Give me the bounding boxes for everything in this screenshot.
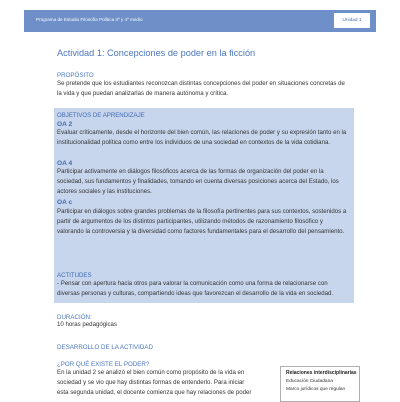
program-title: Programa de Estudio Filosofía Política 3º y 4º medio xyxy=(36,17,143,22)
objectives-label: OBJETIVOS DE APRENDIZAJE xyxy=(57,112,145,119)
purpose-label: PROPÓSITO xyxy=(57,72,94,79)
duration-label: DURACIÓN: xyxy=(57,314,92,321)
question-line: esta segunda unidad, el docente comienza que hay relaciones de poder xyxy=(57,389,252,396)
attitudes-label: ACTITUDES xyxy=(57,272,92,279)
oa-code: OA c xyxy=(57,199,73,206)
oa-text: Participar activamente en diálogos filosóficos acerca de las formas de organización del poder en la sociedad, sus fundamentos y finalidades, tomando en cuenta diversas posiciones acerca del Estado, los actores sociales y las instituciones. xyxy=(57,168,339,196)
question-heading: ¿POR QUÉ EXISTE EL PODER? xyxy=(57,361,150,368)
oa-text: Participar en diálogos sobre grandes problemas de la filosofía pertinentes para sus contextos, sostenidos a partir de argumentos de los distintos participantes, utilizando métodos de razonamiento filosófico y valorando la controversia y la diversidad como factores fundamentales para el desarrollo del pensamiento. xyxy=(57,208,347,236)
header-bar xyxy=(24,10,376,32)
oa-text: Evaluar críticamente, desde el horizonte del bien común, las relaciones de poder y su expresión tanto en la institucionalidad política como entre los individuos de una sociedad en contextos de la vida cotidiana. xyxy=(57,129,347,147)
development-label: DESARROLLO DE LA ACTIVIDAD xyxy=(57,344,153,351)
activity-title: Actividad 1: Concepciones de poder en la ficción xyxy=(57,48,256,58)
unit-badge: Unidad 1 xyxy=(334,13,370,28)
oa-code: OA 2 xyxy=(57,121,73,128)
interdisciplinary-box xyxy=(280,366,360,402)
interdisciplinary-line: Educación Ciudadana xyxy=(286,379,333,384)
oa-code: OA 4 xyxy=(57,160,73,167)
interdisciplinary-title: Relaciones interdisciplinarias xyxy=(286,370,357,376)
question-line: sociedad y se vio que hay distintas formas de entenderlo. Para iniciar xyxy=(57,379,245,386)
purpose-text: Se pretende que los estudiantes reconozcan distintas concepciones del poder en situaciones concretas de la vida y que puedan analizarlas de manera autónoma y crítica. xyxy=(57,80,345,98)
duration-value: 10 horas pedagógicas xyxy=(57,321,117,328)
interdisciplinary-line: Marco jurídicos que regulan xyxy=(286,387,346,392)
attitudes-text: - Pensar con apertura hacia otros para valorar la comunicación como una forma de relacionarse con diversas personas y culturas, compartiendo ideas que favorezcan el desarrollo de la vida en sociedad. xyxy=(57,280,334,298)
question-line: En la unidad 2 se analizó el bien común como propósito de la vida en xyxy=(57,369,245,376)
